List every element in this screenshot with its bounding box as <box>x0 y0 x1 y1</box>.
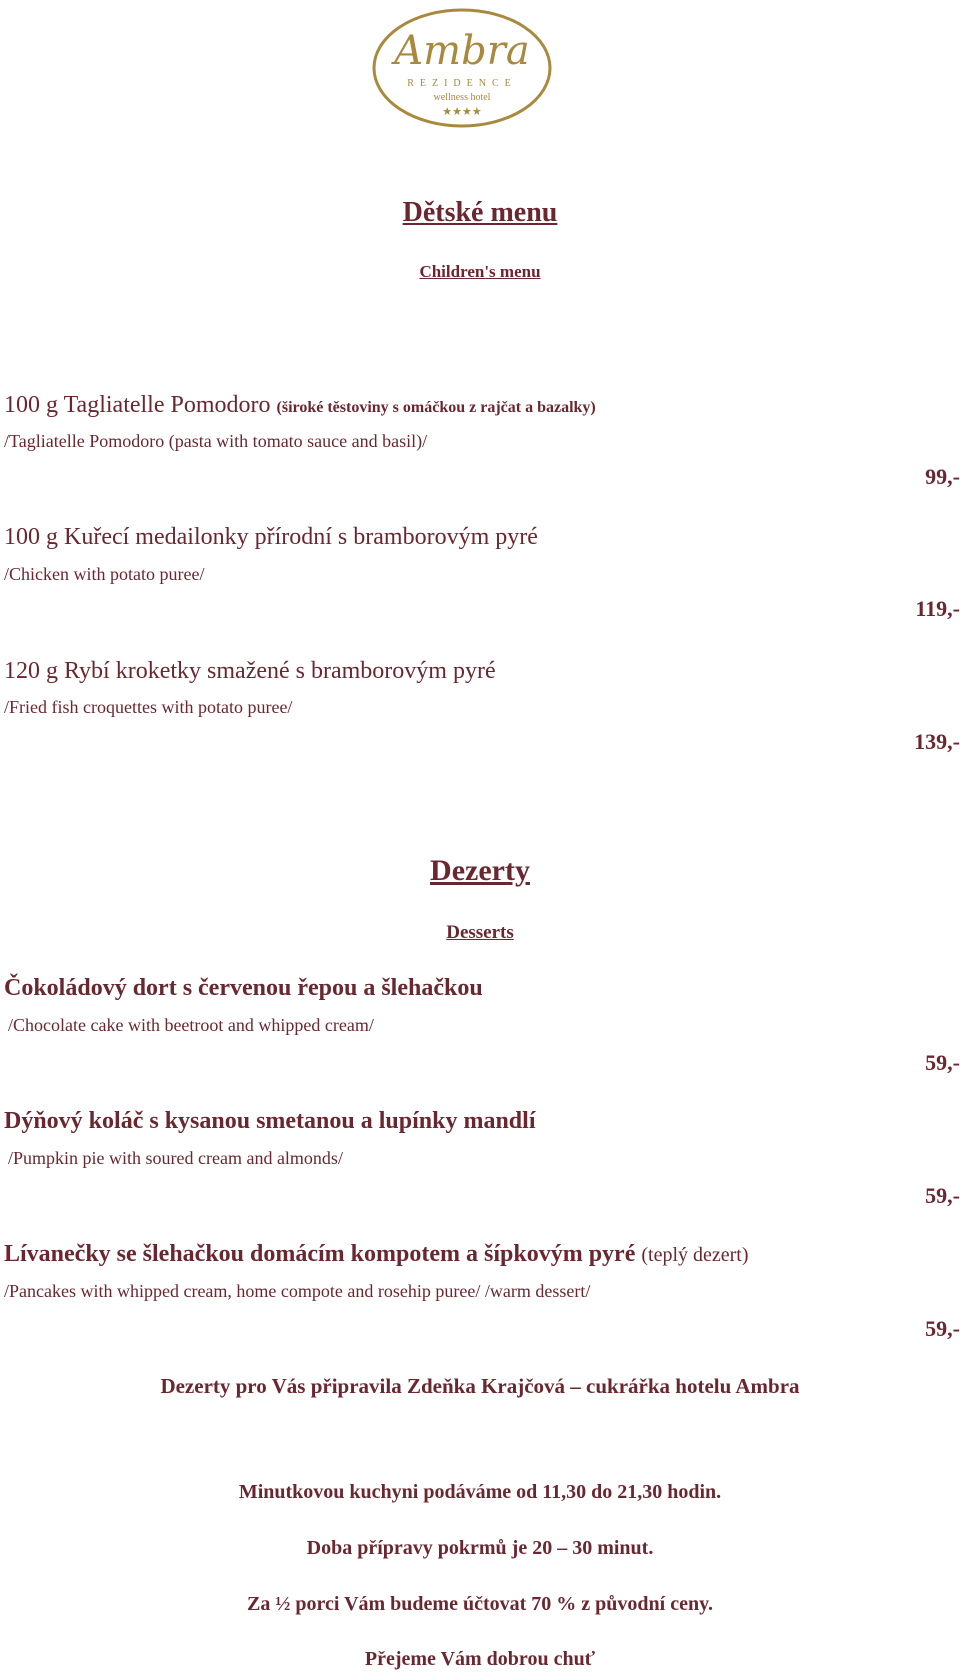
half-portion-note: Za ½ porci Vám budeme účtovat 70 % z původní ceny. <box>247 1593 713 1615</box>
kids-item-2-price: 119,- <box>915 596 960 621</box>
desserts-subtitle: Desserts <box>446 922 514 943</box>
bon-appetit: Přejeme Vám dobrou chuť <box>364 1648 596 1670</box>
dessert-item-3-subtitle: /Pancakes with whipped cream, home compote and rosehip puree/ /warm dessert/ <box>4 1281 591 1301</box>
kids-item-3-title: 120 g Rybí kroketky smažené s bramborovým pyré <box>4 658 496 684</box>
dessert-item-1-subtitle: /Chocolate cake with beetroot and whipped cream/ <box>8 1015 374 1035</box>
kids-item-2-title: 100 g Kuřecí medailonky přírodní s bramborovým pyré <box>4 524 538 550</box>
dessert-item-3-title <box>4 1241 749 1268</box>
dessert-item-2-subtitle: /Pumpkin pie with soured cream and almonds/ <box>8 1148 343 1168</box>
kids-item-1-note: (široké těstoviny s omáčkou z rajčat a bazalky) <box>276 399 596 416</box>
logo-line1: REZIDENCE <box>407 78 517 89</box>
dessert-item-1-price: 59,- <box>925 1050 960 1075</box>
kids-item-1-subtitle: /Tagliatelle Pomodoro (pasta with tomato sauce and basil)/ <box>4 431 428 451</box>
kids-item-2-subtitle: /Chicken with potato puree/ <box>4 564 205 584</box>
kids-item-1-price: 99,- <box>925 464 960 489</box>
hotel-logo <box>370 6 555 130</box>
dessert-item-3-note: (teplý dezert) <box>641 1244 749 1266</box>
kids-menu-subtitle: Children's menu <box>419 262 541 281</box>
logo-stars: ★★★★ <box>442 105 482 118</box>
dessert-item-1-title: Čokoládový dort s červenou řepou a šlehačkou <box>4 975 483 1001</box>
kids-item-3-price: 139,- <box>914 729 960 754</box>
desserts-title: Dezerty <box>430 854 530 887</box>
kids-menu-title: Dětské menu <box>402 197 558 228</box>
kids-item-3-subtitle: /Fried fish croquettes with potato puree/ <box>4 697 293 717</box>
logo-name: Ambra <box>394 28 530 74</box>
dessert-item-3-price: 59,- <box>925 1316 960 1341</box>
logo-emblem <box>370 6 555 130</box>
dessert-credit: Dezerty pro Vás připravila Zdeňka Krajčová – cukrářka hotelu Ambra <box>160 1374 800 1398</box>
dessert-item-3-name: Lívanečky se šlehačkou domácím kompotem a šípkovým pyré <box>4 1241 636 1267</box>
dessert-item-2-price: 59,- <box>925 1183 960 1208</box>
prep-time-note: Doba přípravy pokrmů je 20 – 30 minut. <box>306 1537 654 1559</box>
logo-line2: wellness hotel <box>433 92 491 103</box>
kitchen-hours: Minutkovou kuchyni podáváme od 11,30 do 21,30 hodin. <box>238 1481 722 1503</box>
kids-item-1-title <box>4 392 596 419</box>
dessert-item-2-title: Dýňový koláč s kysanou smetanou a lupínky mandlí <box>4 1108 536 1134</box>
kids-item-1-name: 100 g Tagliatelle Pomodoro <box>4 392 271 418</box>
